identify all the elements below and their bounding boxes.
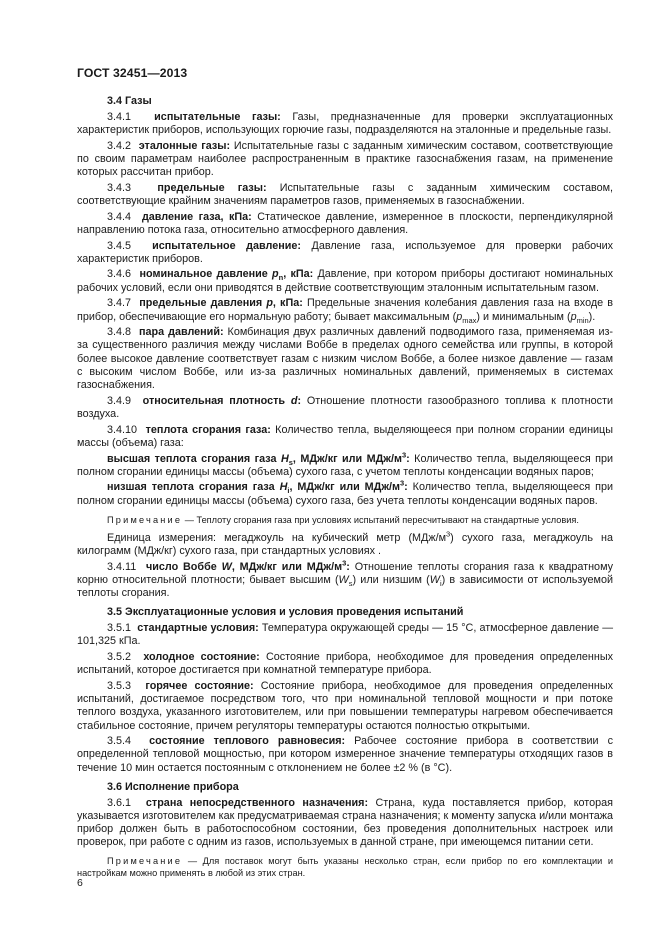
clause-3-4-9: 3.4.9 относительная плотность d: Отношение плотности газообразного топлива к плотности воздуха. [77, 394, 614, 420]
clause-3-4-10: 3.4.10 теплота сгорания газа: Количество тепла, выделяющееся при полном сгорании единицы массы (объема) газа: [77, 423, 614, 449]
clause-3-4-4: 3.4.4 давление газа, кПа: Статическое давление, измеренное в плоскости, перпендикулярной направлению потока газа, относительно атмосферного давления. [77, 210, 614, 236]
clause-3-6-1: 3.6.1 страна непосредственного назначения: Страна, куда поставляется прибор, которая указывается изготовителем как предусматриваемая страна назначения; к моменту запуска и/или монтажа прибор должен быть в работоспособном состоянии, без проведения дополнительных настроек или проверок, при работе с одним из газов, используемых в данной стране, при имеющемся питании сети. [77, 796, 613, 849]
clause-3-4-1: 3.4.1 испытательные газы: Газы, предназначенные для проверки эксплуатационных характеристик приборов, использующих горючие газы, подразделяются на эталонные и предельные газы. [77, 110, 614, 136]
clause-3-4-3: 3.4.3 предельные газы: Испытательные газы с заданным химическим составом, соответствующие крайним значениям параметров газов, применяемых в газоснабжении. [77, 181, 614, 207]
clause-3-4-6: 3.4.6 номинальное давление $p_n$, кПа: Давление, при котором приборы достигают номинальных рабочих условий, если они приводятся в действие соответствующим эталонным испытательным газом. [77, 268, 614, 294]
clause-3-5-3: 3.5.3 горячее состояние: Состояние прибора, необходимое для проведения определенных испытаний, достигаемое посредством того, что при номинальной тепловой мощности и при потоке теплого воздуха, указанного изготовителем, или при повышении температуры нагревом обеспечивается стабильное состояние, причем регуляторы температуры остаются полностью открытыми. [77, 679, 613, 732]
clause-3-5-2: 3.5.2 холодное состояние: Состояние прибора, необходимое для проведения определенных испытаний, которое достигается при комнатной температуре прибора. [77, 651, 614, 677]
clause-3-4-2: 3.4.2 эталонные газы: Испытательные газы с заданным химическим составом, соответствующие по своим параметрам наиболее распространенным в практике газоснабжения газам, на применение которых рассчитан прибор. [77, 139, 614, 179]
note-heat-of-combustion: Примечание — Теплоту сгорания газа при условиях испытаний пересчитывают на стандартные условия. [107, 514, 579, 525]
document-body [77, 95, 613, 885]
clause-3-5-4: 3.5.4 состояние теплового равновесия: Рабочее состояние прибора в соответствии с определенной тепловой мощностью, при котором измеренное значение температуры отходящих газов в течение 10 мин остается постоянным с отклонением не более ±2 % (в °С). [77, 735, 614, 774]
clause-3-4-8: 3.4.8 пара давлений: Комбинация двух различных давлений подводимого газа, применяемая из-за существенного различия между числами Воббе в пределах одного семейства или группы, в которой более высокое давление соответствует газам с низким числом Воббе, а более низкое давление — газам с высоким числом Воббе, или из-за различных номинальных давлений, применяемых в системах газоснабжения. [77, 326, 614, 392]
section-heading-3-4: 3.4 Газы [107, 95, 152, 107]
clause-3-4-11: 3.4.11 число Воббе W, МДж/кг или МДж/$м^3$: Отношение теплоты сгорания газа к квадратному корню относительной плотности; бывает высшим $(W_s)$ или низшим $(W_i)$ в зависимости от используемой теплоты сгорания. [77, 558, 614, 600]
clause-3-4-5: 3.4.5 испытательное давление: Давление газа, используемое для проверки рабочих характеристик приборов. [77, 239, 614, 265]
document-header: ГОСТ 32451—2013 [77, 66, 188, 80]
clause-3-4-10-high: высшая теплота сгорания газа $H_s$, МДж/кг или МДж/$м^3$: Количество тепла, выделяющееся при полном сгорании единицы массы (объема) сухого газа, с учетом теплоты конденсации водяных паров; [77, 449, 614, 478]
clause-3-4-10-low: низшая теплота сгорания газа $H_i$, МДж/кг или МДж/$м^3$: Количество тепла, выделяющееся при полном сгорании единицы массы (объема) сухого газа, без учета теплоты конденсации водяных паров. [77, 478, 614, 507]
unit-of-measure: Единица измерения: мегаджоуль на кубический метр $(МДж/м^3)$ сухого газа, мегаджоуль на килограмм (МДж/кг) сухого газа, при стандартных условиях . [77, 529, 613, 558]
page-number: 6 [77, 877, 83, 889]
clause-3-4-7: 3.4.7 предельные давления p, кПа: Предельные значения колебания давления газа на входе в прибор, обеспечивающие его нормальную работу; бывает максимальным $(p_{max})$ и минимальным $(p_{min})$. [77, 297, 614, 325]
note-destination-countries: Примечание — Для поставок могут быть указаны несколько стран, если прибор по его комплектации и настройкам можно применять в любой из этих стран. [77, 856, 613, 879]
section-heading-3-5: 3.5 Эксплуатационные условия и условия проведения испытаний [107, 606, 464, 619]
section-heading-3-6: 3.6 Исполнение прибора [107, 780, 239, 793]
clause-3-5-1: 3.5.1 стандартные условия: Температура окружающей среды — 15 °С, атмосферное давление — 101,325 кПа. [77, 622, 613, 648]
